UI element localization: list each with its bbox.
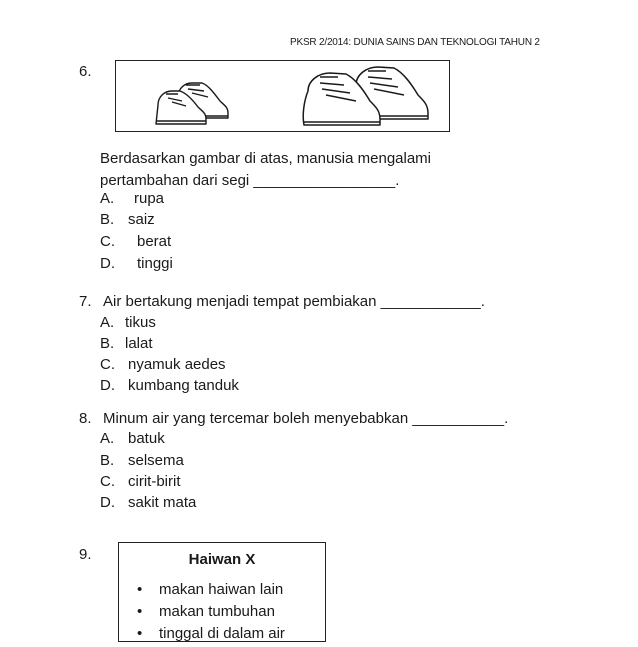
question-8-stem: Minum air yang tercemar boleh menyebabkan ___________. — [103, 410, 509, 427]
page-header: PKSR 2/2014: DUNIA SAINS DAN TEKNOLOGI TAHUN 2 — [290, 37, 540, 48]
shoe-pair-small-icon — [156, 83, 228, 124]
question-7-stem: Air bertakung menjadi tempat pembiakan ____________. — [103, 293, 485, 310]
question-6-option-c[interactable] — [100, 233, 171, 250]
option-text: kumbang tanduk — [128, 377, 239, 394]
option-letter: D. — [100, 255, 115, 272]
option-letter: B. — [100, 452, 115, 469]
option-text: lalat — [125, 335, 153, 352]
question-7-option-c[interactable] — [100, 356, 226, 373]
bullet-icon: • — [137, 581, 143, 598]
question-7-option-a[interactable] — [100, 314, 156, 331]
bullet-text: makan tumbuhan — [159, 603, 275, 620]
bullet-item — [137, 581, 285, 603]
shoes-image-box — [115, 60, 450, 132]
option-text: saiz — [128, 211, 155, 228]
option-text: berat — [137, 233, 172, 250]
option-text: batuk — [128, 430, 165, 447]
question-8-number: 8. — [79, 410, 92, 427]
option-letter: A. — [100, 190, 115, 207]
question-8-option-c[interactable] — [100, 473, 181, 490]
option-letter: A. — [100, 314, 115, 331]
question-7-option-b[interactable] — [100, 335, 153, 352]
question-6-option-a[interactable] — [100, 190, 164, 207]
question-8-option-a[interactable] — [100, 430, 165, 447]
option-text: rupa — [134, 190, 165, 207]
option-text: tikus — [125, 314, 156, 331]
bullet-icon: • — [137, 625, 143, 642]
option-text: nyamuk aedes — [128, 356, 226, 373]
question-7-option-d[interactable] — [100, 377, 239, 394]
bullet-item — [137, 603, 285, 625]
bullet-item — [137, 625, 285, 647]
question-6-option-b[interactable] — [100, 211, 155, 228]
question-9-number: 9. — [79, 546, 92, 563]
option-text: tinggi — [137, 255, 173, 272]
option-letter: B. — [100, 335, 115, 352]
option-letter: C. — [100, 473, 115, 490]
bullet-text: tinggal di dalam air — [159, 625, 285, 642]
question-8-option-d[interactable] — [100, 494, 196, 511]
option-letter: B. — [100, 211, 115, 228]
question-6-stem-line-2: pertambahan dari segi _________________. — [100, 172, 400, 189]
option-letter: A. — [100, 430, 115, 447]
option-letter: D. — [100, 494, 115, 511]
question-6-option-d[interactable] — [100, 255, 173, 272]
option-text: selsema — [128, 452, 184, 469]
question-6-stem-line-1: Berdasarkan gambar di atas, manusia mengalami — [100, 150, 432, 167]
haiwan-x-info-box — [118, 542, 326, 642]
bullet-icon: • — [137, 603, 143, 620]
question-8-option-b[interactable] — [100, 452, 184, 469]
option-text: cirit-birit — [128, 473, 181, 490]
info-box-title: Haiwan X — [188, 551, 256, 568]
bullet-text: makan haiwan lain — [159, 581, 284, 598]
option-letter: C. — [100, 356, 115, 373]
question-7-number: 7. — [79, 293, 92, 310]
option-letter: D. — [100, 377, 115, 394]
option-text: sakit mata — [128, 494, 197, 511]
info-bullet-list — [137, 581, 285, 647]
option-letter: C. — [100, 233, 115, 250]
shoes-illustration — [116, 61, 451, 133]
question-6-number: 6. — [79, 63, 92, 80]
shoe-pair-large-icon — [303, 67, 428, 125]
